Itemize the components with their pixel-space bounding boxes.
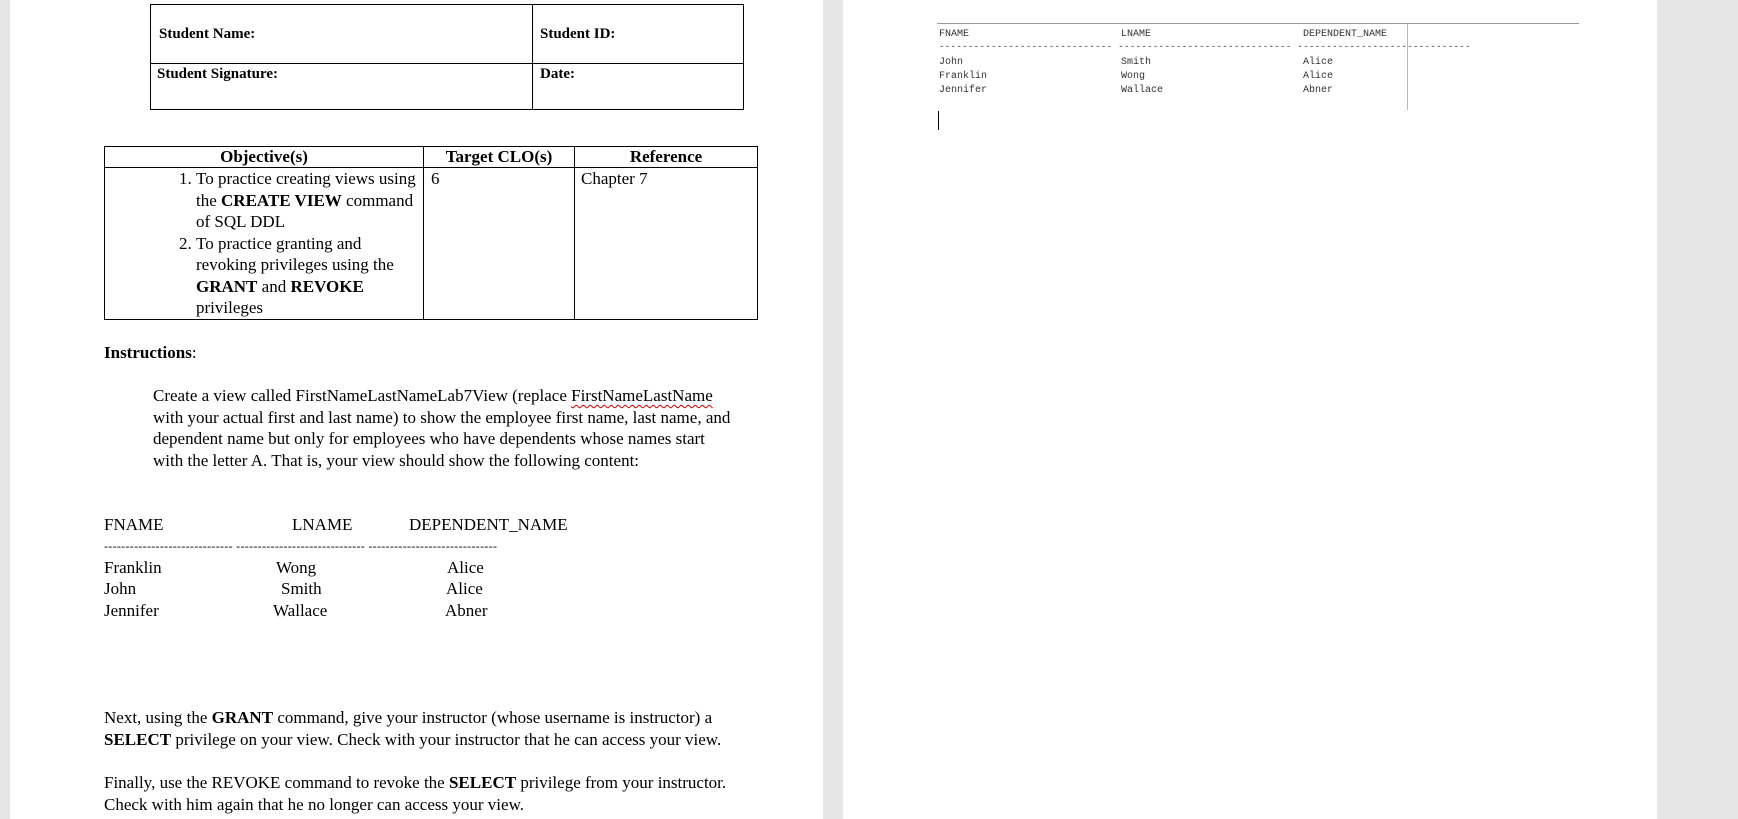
result-row-2-lname: Smith (281, 579, 322, 598)
output-col-fname: FNAME (939, 29, 970, 40)
student-id-cell[interactable] (533, 5, 744, 64)
output-row-1-lname: Smith (1121, 57, 1152, 68)
grant-paragraph: Next, using the GRANT command, give your instructor (whose username is instructor) a SELECT privilege on your view. Check with your instructor that he can access your view. (104, 708, 722, 749)
text-cursor (938, 111, 939, 130)
result-row-3-fname: Jennifer (104, 601, 159, 620)
document-page-2[interactable] (843, 0, 1657, 819)
output-col-dependent-name: DEPENDENT_NAME (1303, 29, 1388, 40)
student-name-cell[interactable] (151, 5, 533, 64)
result-col-lname: LNAME (292, 515, 353, 534)
pasted-output-top-border (937, 23, 1579, 24)
output-separator: ------------------------------ ------------------------------ ------------------------------ (939, 42, 1471, 52)
revoke-paragraph: Finally, use the REVOKE command to revoke the SELECT privilege from your instructor. Check with him again that he no longer can access your view. (104, 773, 727, 814)
objectives-cell[interactable] (105, 168, 424, 320)
output-row-1-dependent: Alice (1303, 57, 1334, 68)
document-page-1[interactable] (10, 0, 823, 819)
output-row-2-fname: Franklin (939, 71, 988, 82)
output-row-2-lname: Wong (1121, 71, 1146, 82)
reference-header: Reference (575, 147, 758, 168)
target-clo-header: Target CLO(s) (424, 147, 575, 168)
reference-cell[interactable] (575, 168, 758, 320)
student-info-table (150, 4, 744, 110)
result-row-1-lname: Wong (276, 558, 317, 577)
date-cell[interactable] (533, 64, 744, 110)
output-col-lname: LNAME (1121, 29, 1152, 40)
date-label: Date: (540, 66, 575, 82)
output-row-3-fname: Jennifer (939, 85, 988, 96)
result-col-dependent-name: DEPENDENT_NAME (409, 515, 568, 534)
result-row-1-dependent: Alice (447, 558, 484, 577)
result-row-3-dependent: Abner (445, 601, 488, 620)
output-row-3-dependent: Abner (1303, 85, 1334, 96)
student-name-label: Student Name: (159, 25, 256, 42)
objective-item-1: 1. To practice creating views using the CREATE VIEW command of SQL DDL (196, 168, 423, 233)
result-row-2-dependent: Alice (446, 579, 483, 598)
student-signature-cell[interactable] (151, 64, 533, 110)
spelling-error-underline[interactable]: FirstNameLastName (571, 386, 713, 405)
result-row-1-fname: Franklin (104, 558, 162, 577)
output-row-1-fname: John (939, 57, 964, 68)
pasted-output-column-border (1407, 24, 1408, 110)
instructions-heading: Instructions: (104, 343, 197, 362)
result-row-2-fname: John (104, 579, 137, 598)
target-clo-cell[interactable] (424, 168, 575, 320)
objectives-list (105, 168, 423, 319)
target-clo-value: 6 (431, 169, 440, 188)
student-id-label: Student ID: (540, 25, 616, 42)
result-separator: ------------------------------ ------------------------------ ------------------------------ (104, 539, 498, 553)
reference-value: Chapter 7 (581, 169, 648, 188)
instructions-paragraph: Create a view called FirstNameLastNameLab7View (replace FirstNameLastName with your actual first and last name) to show the employee first name, last name, and dependent name but only for employees who have dependents whose names start with the letter A. That is, your view should show the following content: (153, 386, 731, 470)
output-row-3-lname: Wallace (1121, 85, 1164, 96)
result-col-fname: FNAME (104, 515, 164, 534)
objectives-header: Objective(s) (105, 147, 424, 168)
objectives-table (104, 146, 758, 320)
result-row-3-lname: Wallace (273, 601, 328, 620)
objective-item-2: 2. To practice granting and revoking privileges using the GRANT and REVOKE privileges (196, 233, 423, 319)
output-row-2-dependent: Alice (1303, 71, 1334, 82)
student-signature-label: Student Signature: (157, 66, 278, 82)
